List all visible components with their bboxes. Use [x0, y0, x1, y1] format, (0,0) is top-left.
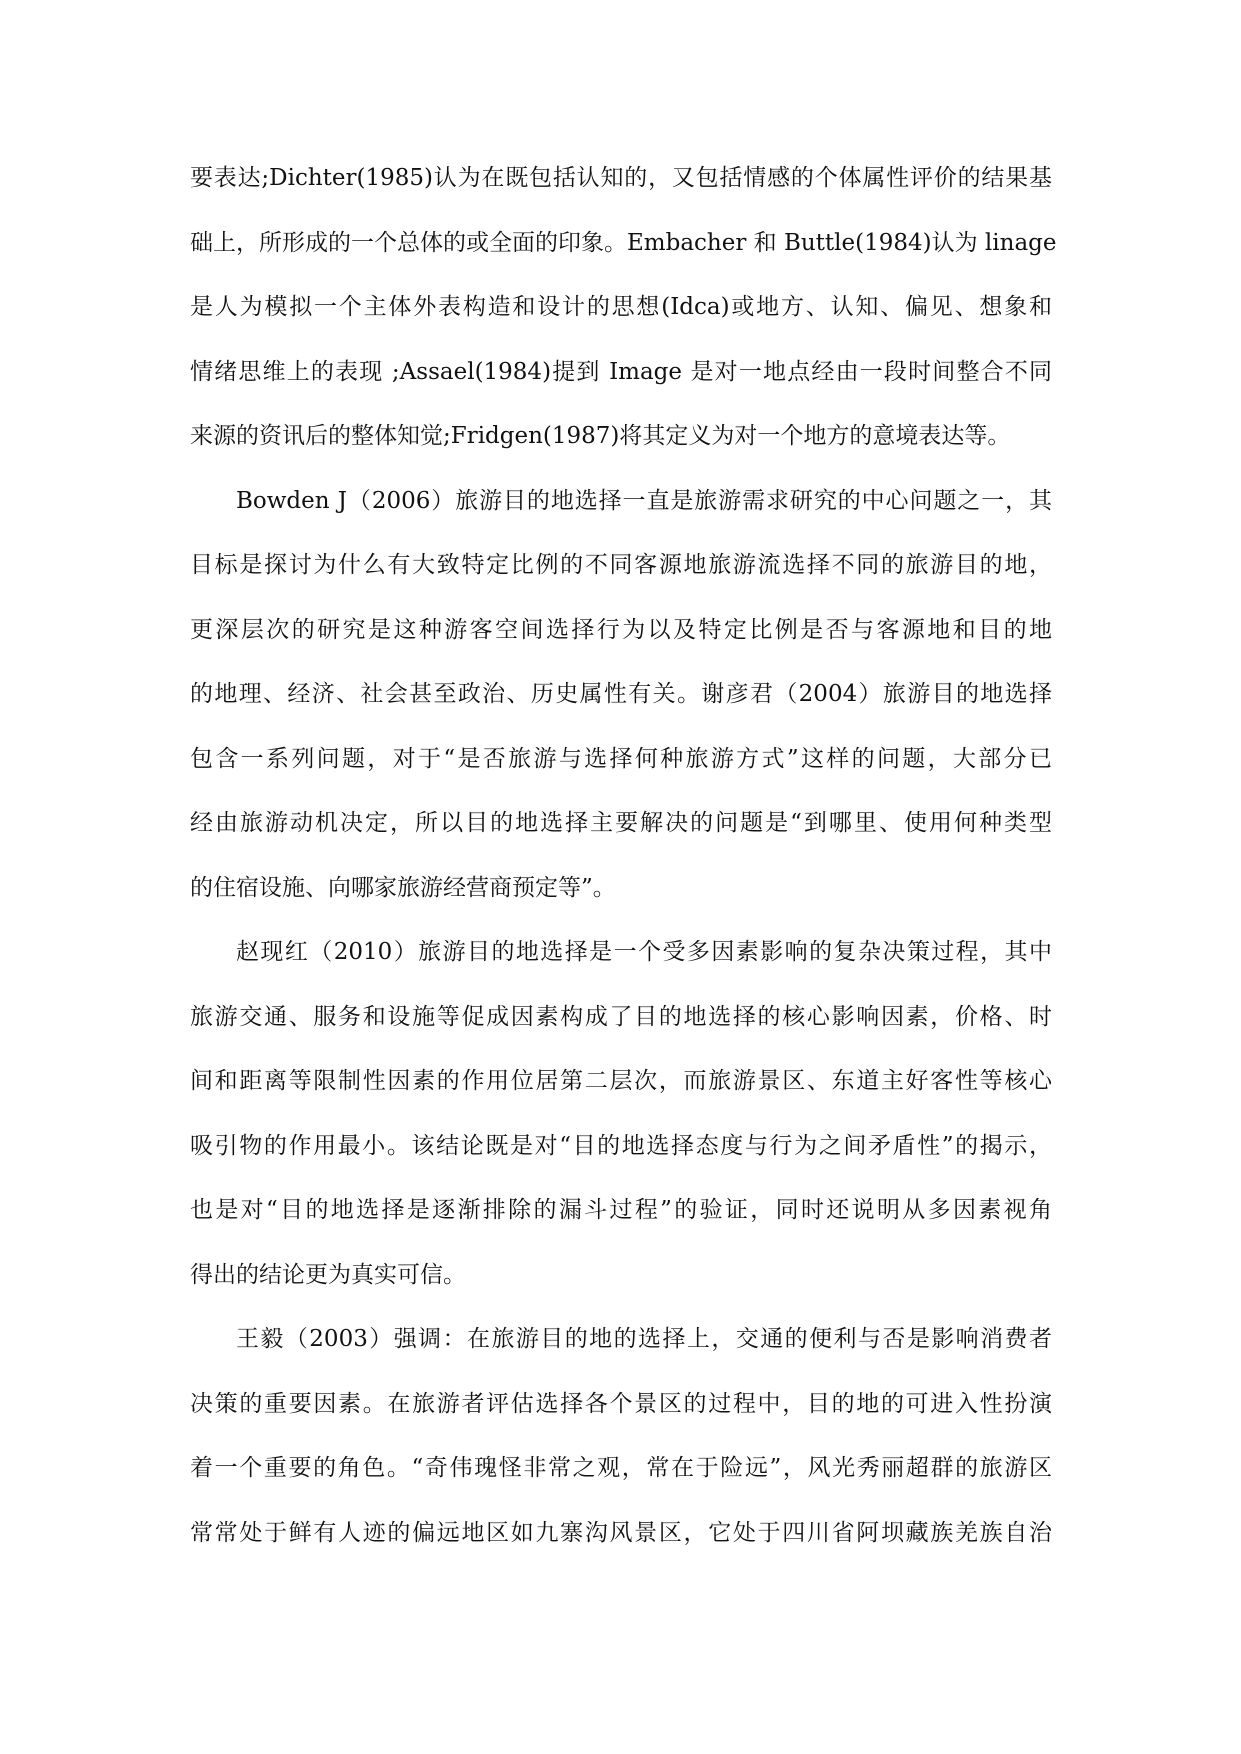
paragraph-1	[190, 146, 1057, 469]
paragraph-line: 的地理、经济、社会甚至政治、历史属性有关。谢彦君（2004）旅游目的地选择	[190, 681, 1052, 707]
paragraph-line: 也是对“目的地选择是逐渐排除的漏斗过程”的验证，同时还说明从多因素视角	[190, 1197, 1052, 1223]
paragraph-line: 来源的资讯后的整体知觉;Fridgen(1987)将其定义为对一个地方的意境表达等。	[190, 423, 1011, 449]
paragraph-line: 旅游交通、服务和设施等促成因素构成了目的地选择的核心影响因素，价格、时	[190, 1003, 1052, 1030]
paragraph-line: 常常处于鲜有人迹的偏远地区如九寨沟风景区，它处于四川省阿坝藏族羌族自治	[190, 1519, 1052, 1546]
paragraph-line: 的住宿设施、向哪家旅游经营商预定等”。	[190, 874, 616, 901]
paragraph-line: 础上，所形成的一个总体的或全面的印象。Embacher 和 Buttle(1984)认为 linage	[190, 229, 1057, 256]
paragraph-line: 经由旅游动机决定，所以目的地选择主要解决的问题是“到哪里、使用何种类型	[190, 810, 1052, 836]
paragraph-line: 吸引物的作用最小。该结论既是对“目的地选择态度与行为之间矛盾性”的揭示，	[190, 1132, 1052, 1159]
paragraph-line: 包含一系列问题，对于“是否旅游与选择何种旅游方式”这样的问题，大部分已	[190, 745, 1052, 772]
paragraph-line: 王毅（2003）强调：在旅游目的地的选择上，交通的便利与否是影响消费者	[236, 1326, 1052, 1352]
paragraph-line: 赵现红（2010）旅游目的地选择是一个受多因素影响的复杂决策过程，其中	[236, 939, 1052, 965]
paragraph-3	[190, 920, 1052, 1307]
paragraph-line: 更深层次的研究是这种游客空间选择行为以及特定比例是否与客源地和目的地	[190, 616, 1052, 643]
paragraph-line: 是人为模拟一个主体外表构造和设计的思想(Idca)或地方、认知、偏见、想象和	[190, 294, 1052, 320]
document-body	[190, 146, 1057, 1565]
paragraph-line: 得出的结论更为真实可信。	[190, 1261, 466, 1288]
paragraph-line: 决策的重要因素。在旅游者评估选择各个景区的过程中，目的地的可进入性扮演	[190, 1390, 1052, 1417]
paragraph-4	[190, 1307, 1052, 1565]
paragraph-2	[190, 469, 1052, 921]
paragraph-line: Bowden J（2006）旅游目的地选择一直是旅游需求研究的中心问题之一，其	[236, 487, 1052, 514]
paragraph-line: 着一个重要的角色。“奇伟瑰怪非常之观，常在于险远”，风光秀丽超群的旅游区	[190, 1455, 1052, 1481]
paragraph-line: 目标是探讨为什么有大致特定比例的不同客源地旅游流选择不同的旅游目的地，	[190, 552, 1052, 578]
paragraph-line: 要表达;Dichter(1985)认为在既包括认知的，又包括情感的个体属性评价的结果基	[190, 165, 1052, 191]
paragraph-line: 间和距离等限制性因素的作用位居第二层次，而旅游景区、东道主好客性等核心	[190, 1068, 1052, 1094]
paragraph-line: 情绪思维上的表现 ;Assael(1984)提到 Image 是对一地点经由一段时间整合不同	[190, 358, 1052, 385]
